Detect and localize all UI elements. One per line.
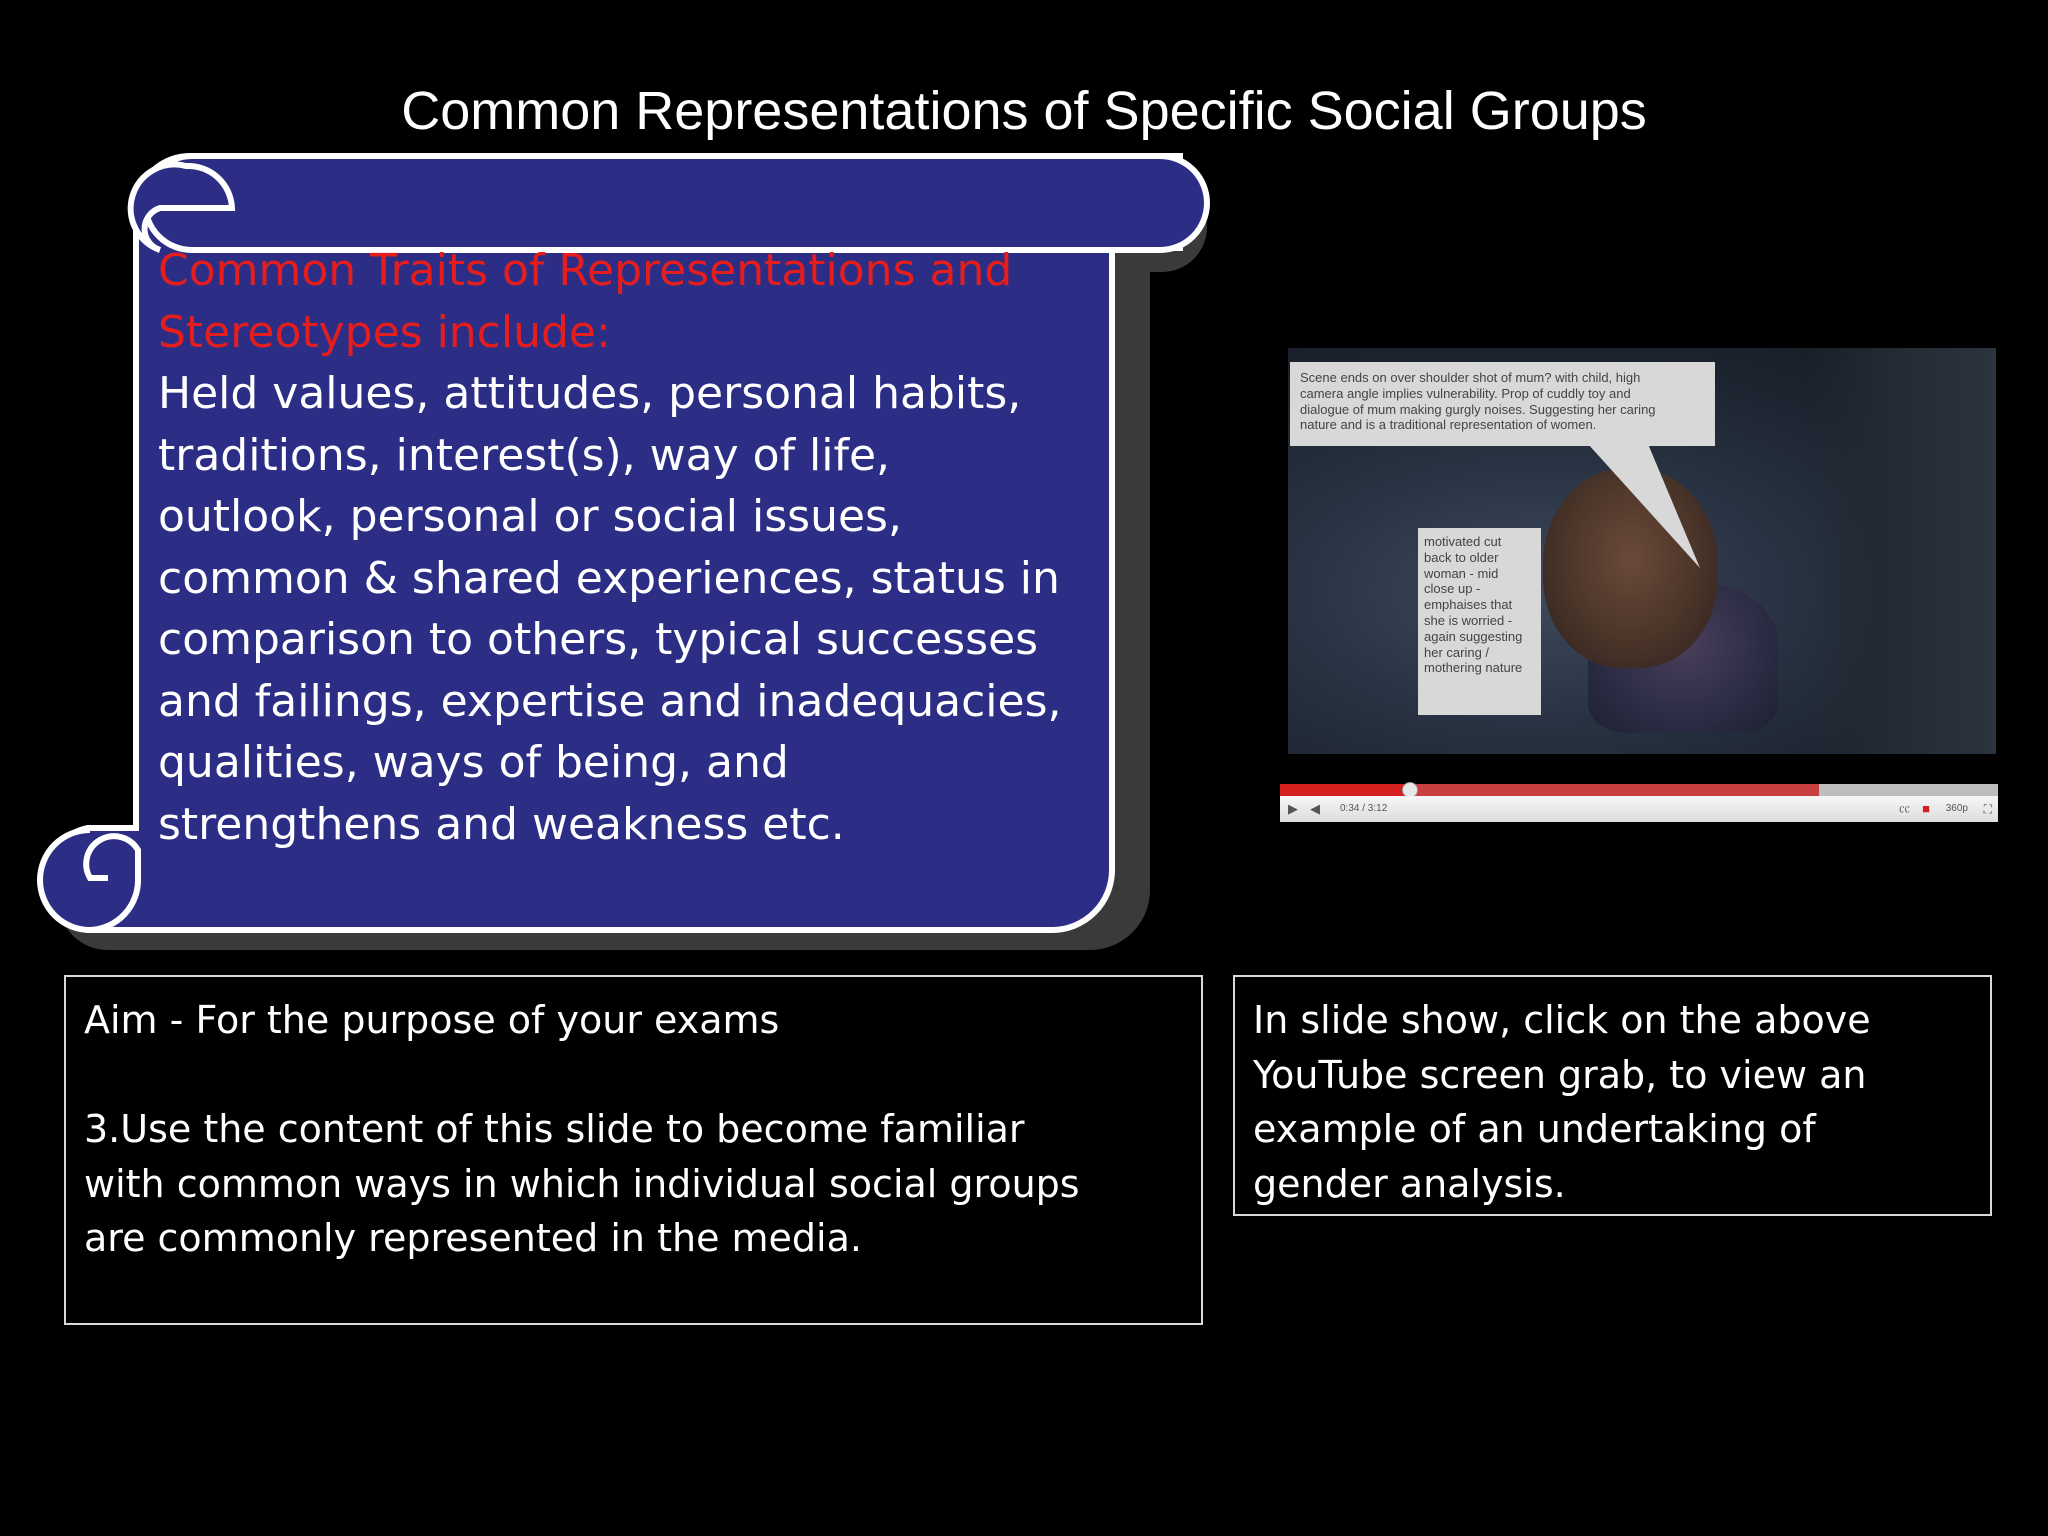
progress-played <box>1280 784 1409 796</box>
play-icon[interactable]: ▶ <box>1288 801 1298 816</box>
scroll-text <box>158 240 1108 855</box>
slide-title: Common Representations of Specific Social Groups <box>401 81 1647 141</box>
captions-icon[interactable]: ㏄ <box>1899 803 1910 815</box>
volume-icon[interactable]: ◀ <box>1310 801 1320 816</box>
aim-box: Aim - For the purpose of your exams 3.Use the content of this slide to become familiar with common ways in which individual social groups are commonly represented in the media. <box>64 975 1203 1325</box>
video-frame <box>1288 348 1996 754</box>
scroll-bottom-curl <box>40 830 138 930</box>
video-controls <box>1280 784 1998 822</box>
progress-bar[interactable] <box>1280 784 1998 796</box>
youtube-icon[interactable]: ■ <box>1922 801 1930 816</box>
video-time: 0:34 / 3:12 <box>1340 803 1388 814</box>
info-box: In slide show, click on the above YouTube screen grab, to view an example of an undertaking of gender analysis. <box>1233 975 1992 1216</box>
youtube-screen-grab[interactable] <box>1280 348 1998 822</box>
scroll-top-roll <box>145 156 1207 250</box>
scroll-body-text: Held values, attitudes, personal habits, traditions, interest(s), way of life, outlook, personal or social issues, common & shared experiences, status in comparison to others, typical successes and failings, expertise and inadequacies, qualities, ways of being, and strengthens and weakness etc. <box>158 368 1062 850</box>
control-bar <box>1280 796 1998 822</box>
annotation-callout-2: motivated cut back to older woman - mid close up - emphaises that she is worried - again suggesting her caring / mothering nature <box>1418 528 1541 715</box>
annotation-callout-1: Scene ends on over shoulder shot of mum? with child, high camera angle implies vulnerability. Prop of cuddly toy and dialogue of mum making gurgly noises. Suggesting her caring nature and is a traditional representation of women. <box>1290 362 1715 446</box>
fullscreen-icon[interactable]: ⛶ <box>1983 802 1992 816</box>
scroll-heading: Common Traits of Representations and Stereotypes include: <box>158 245 1013 358</box>
quality-selector[interactable]: 360p <box>1945 803 1968 814</box>
